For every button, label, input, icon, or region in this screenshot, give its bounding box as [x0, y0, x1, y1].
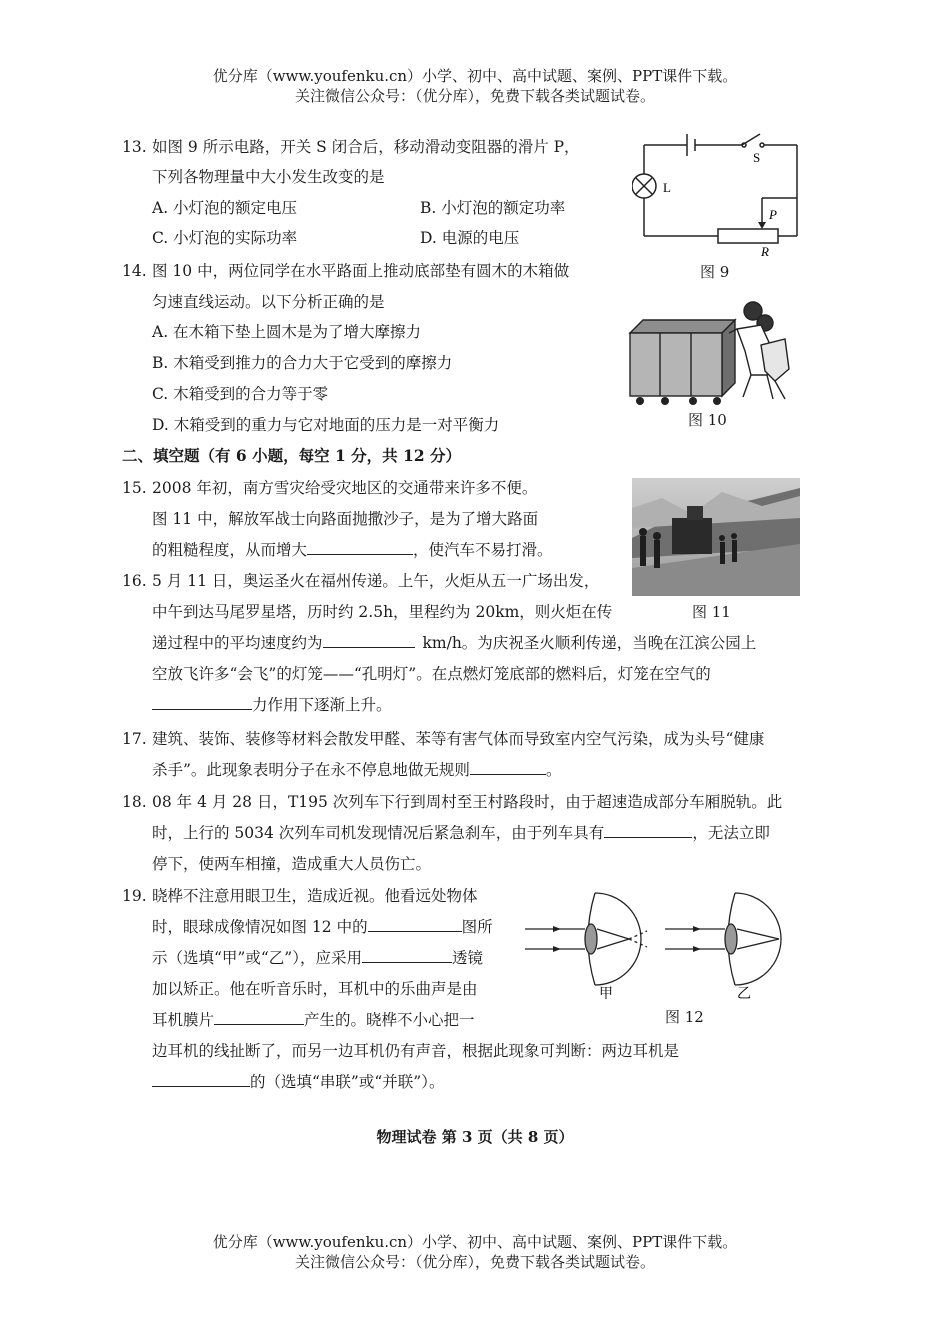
circuit-diagram: [632, 128, 812, 258]
fig11-caption: 图 11: [692, 603, 731, 621]
q19-line-7: 的（选填“串联”或“并联”）。: [152, 1072, 444, 1092]
q13-option-d: D. 电源的电压: [420, 229, 520, 247]
q16-line-2: 中午到达马尾罗星塔，历时约 2.5h，里程约为 20km，则火炬在传: [152, 603, 613, 621]
fig12-caption: 图 12: [665, 1008, 704, 1026]
q14-option-c: C. 木箱受到的合力等于零: [152, 385, 329, 403]
q19-number: 19.: [122, 887, 147, 905]
page-footer: 物理试卷 第 3 页（共 8 页）: [376, 1128, 574, 1146]
q14-number: 14.: [122, 262, 147, 280]
eye-jia-label: 甲: [599, 986, 613, 1002]
q13-line-1: 如图 9 所示电路，开关 S 闭合后，移动滑动变阻器的滑片 P，: [152, 138, 580, 156]
q16-line-3: 递过程中的平均速度约为 km/h。为庆祝圣火顺利传递，当晚在江滨公园上: [152, 634, 757, 652]
snow-road-photo: [632, 478, 800, 596]
q13-option-a: A. 小灯泡的额定电压: [152, 199, 298, 217]
q16-number: 16.: [122, 572, 147, 590]
q19-line-4: 加以矫正。他在听音乐时，耳机中的乐曲声是由: [152, 980, 478, 998]
section-2-title: 二、填空题（有 6 小题，每空 1 分，共 12 分）: [122, 446, 462, 465]
q18-line-2: 时，上行的 5034 次列车司机发现情况后紧急刹车，由于列车具有 ，无法立即: [152, 824, 770, 842]
q19-line-1: 晓桦不注意用眼卫生，造成近视。他看远处物体: [152, 887, 478, 905]
q18-number: 18.: [122, 793, 147, 811]
q19-line-2: 时，眼球成像情况如图 12 中的 图所: [152, 918, 493, 936]
fig10-caption: 图 10: [688, 411, 727, 429]
bottom-header-line-1: 优分库（www.youfenku.cn）小学、初中、高中试题、案例、PPT课件下载。: [212, 1233, 738, 1251]
q15-line-1: 2008 年初，南方雪灾给受灾地区的交通带来许多不便。: [152, 479, 538, 497]
slider-label: P: [769, 207, 777, 222]
q19-blank-1[interactable]: [368, 917, 462, 932]
q14-line-1: 图 10 中，两位同学在水平路面上推动底部垫有圆木的木箱做: [152, 262, 570, 280]
q19-blank-4[interactable]: [152, 1072, 250, 1087]
q17-number: 17.: [122, 730, 147, 748]
fig9-caption: 图 9: [700, 263, 730, 281]
q17-line-1: 建筑、装饰、装修等材料会散发甲醛、苯等有害气体而导致室内空气污染，成为头号“健康: [152, 730, 765, 748]
header-line-2: 关注微信公众号：（优分库），免费下载各类试题试卷。: [294, 87, 655, 105]
q13-line-2: 下列各物理量中大小发生改变的是: [152, 168, 385, 186]
box-pushing-figure: [625, 295, 795, 405]
q15-blank[interactable]: [307, 540, 413, 555]
eye-diagrams: [525, 885, 805, 1005]
lamp-label: L: [663, 180, 671, 195]
q13-number: 13.: [122, 138, 147, 156]
q19-blank-3[interactable]: [214, 1010, 304, 1025]
q17-blank[interactable]: [470, 760, 546, 775]
q16-line-1: 5 月 11 日，奥运圣火在福州传递。上午，火炬从五一广场出发，: [152, 572, 600, 590]
q18-blank[interactable]: [604, 823, 692, 838]
q19-line-5: 耳机膜片 产生的。晓桦不小心把一: [152, 1011, 475, 1029]
q13-option-c: C. 小灯泡的实际功率: [152, 229, 298, 247]
eye-yi-label: 乙: [737, 986, 751, 1002]
switch-label: S: [753, 150, 761, 165]
q14-line-2: 匀速直线运动。以下分析正确的是: [152, 293, 385, 311]
q15-line-3: 的粗糙程度，从而增大 ，使汽车不易打滑。: [152, 541, 553, 559]
q14-option-a: A. 在木箱下垫上圆木是为了增大摩擦力: [152, 323, 422, 341]
q15-number: 15.: [122, 479, 147, 497]
q19-line-3: 示（选填“甲”或“乙”），应采用 透镜: [152, 949, 483, 967]
q19-line-6: 边耳机的线扯断了，而另一边耳机仍有声音，根据此现象可判断：两边耳机是: [152, 1042, 680, 1060]
q14-option-b: B. 木箱受到推力的合力大于它受到的摩擦力: [152, 354, 453, 372]
q19-blank-2[interactable]: [362, 948, 452, 963]
q14-option-d: D. 木箱受到的重力与它对地面的压力是一对平衡力: [152, 416, 500, 434]
q16-line-5: 力作用下逐渐上升。: [152, 695, 392, 715]
q18-line-3: 停下，使两车相撞，造成重大人员伤亡。: [152, 855, 432, 873]
header-line-1: 优分库（www.youfenku.cn）小学、初中、高中试题、案例、PPT课件下载。: [212, 67, 738, 85]
resistor-label: R: [761, 244, 769, 258]
q15-line-2: 图 11 中，解放军战士向路面抛撒沙子，是为了增大路面: [152, 510, 539, 528]
q17-line-2: 杀手”。此现象表明分子在永不停息地做无规则 。: [152, 761, 562, 779]
q18-line-1: 08 年 4 月 28 日，T195 次列车下行到周村至王村路段时，由于超速造成部分车厢脱轨。此: [152, 793, 783, 811]
q16-blank-2[interactable]: [152, 695, 252, 710]
bottom-header-line-2: 关注微信公众号：（优分库），免费下载各类试题试卷。: [294, 1253, 655, 1271]
q13-option-b: B. 小灯泡的额定功率: [420, 199, 566, 217]
q16-line-4: 空放飞许多“会飞”的灯笼——“孔明灯”。在点燃灯笼底部的燃料后，灯笼在空气的: [152, 665, 711, 683]
q16-blank-1[interactable]: [323, 633, 415, 648]
